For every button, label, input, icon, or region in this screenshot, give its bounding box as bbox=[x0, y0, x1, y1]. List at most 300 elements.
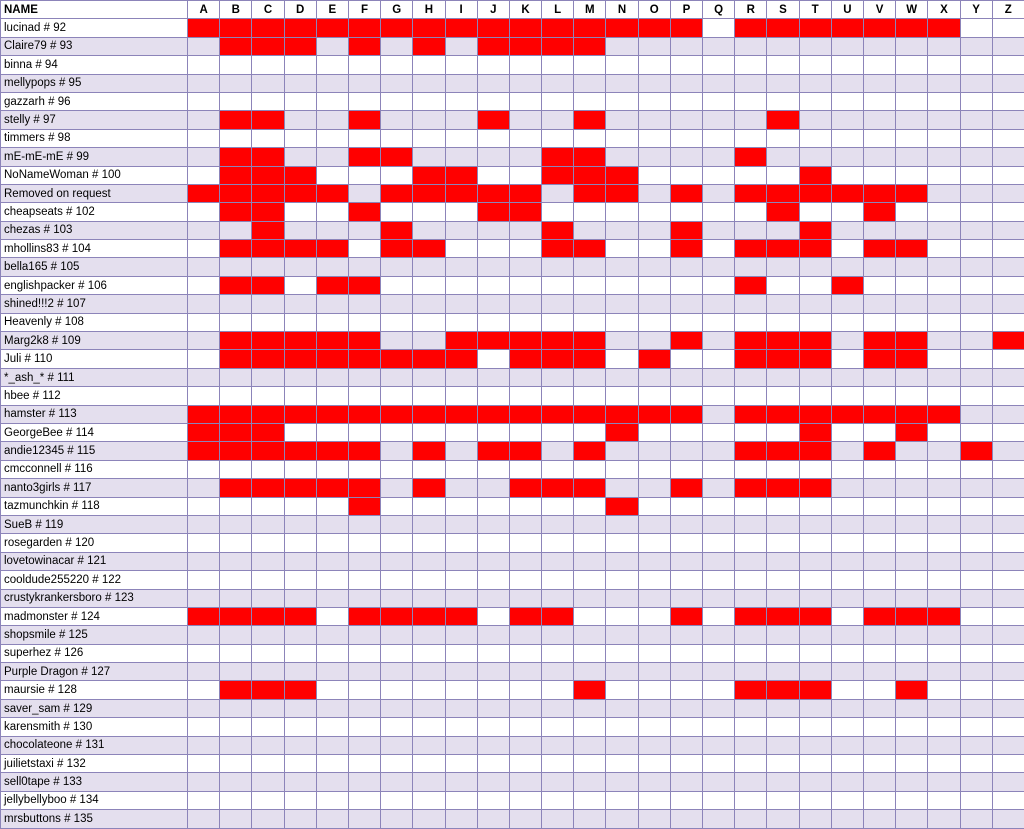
cell-j[interactable] bbox=[477, 718, 509, 736]
cell-c[interactable] bbox=[252, 221, 284, 239]
row-name-cell[interactable]: jellybellyboo # 134 bbox=[1, 791, 188, 809]
cell-e[interactable] bbox=[316, 184, 348, 202]
cell-z[interactable] bbox=[992, 74, 1024, 92]
cell-i[interactable] bbox=[445, 663, 477, 681]
cell-x[interactable] bbox=[928, 92, 960, 110]
cell-u[interactable] bbox=[831, 148, 863, 166]
cell-g[interactable] bbox=[381, 810, 413, 828]
cell-f[interactable] bbox=[348, 387, 380, 405]
cell-e[interactable] bbox=[316, 240, 348, 258]
cell-f[interactable] bbox=[348, 515, 380, 533]
cell-h[interactable] bbox=[413, 387, 445, 405]
cell-s[interactable] bbox=[767, 56, 799, 74]
cell-r[interactable] bbox=[735, 589, 767, 607]
cell-z[interactable] bbox=[992, 387, 1024, 405]
cell-z[interactable] bbox=[992, 295, 1024, 313]
cell-i[interactable] bbox=[445, 387, 477, 405]
cell-h[interactable] bbox=[413, 148, 445, 166]
cell-u[interactable] bbox=[831, 92, 863, 110]
cell-u[interactable] bbox=[831, 460, 863, 478]
cell-d[interactable] bbox=[284, 626, 316, 644]
cell-s[interactable] bbox=[767, 718, 799, 736]
cell-o[interactable] bbox=[638, 221, 670, 239]
cell-b[interactable] bbox=[220, 736, 252, 754]
cell-x[interactable] bbox=[928, 166, 960, 184]
cell-e[interactable] bbox=[316, 755, 348, 773]
cell-i[interactable] bbox=[445, 534, 477, 552]
cell-u[interactable] bbox=[831, 221, 863, 239]
cell-n[interactable] bbox=[606, 626, 638, 644]
cell-y[interactable] bbox=[960, 148, 992, 166]
cell-b[interactable] bbox=[220, 571, 252, 589]
cell-g[interactable] bbox=[381, 663, 413, 681]
cell-y[interactable] bbox=[960, 497, 992, 515]
cell-v[interactable] bbox=[863, 552, 895, 570]
cell-e[interactable] bbox=[316, 515, 348, 533]
cell-k[interactable] bbox=[509, 240, 541, 258]
cell-w[interactable] bbox=[896, 368, 928, 386]
cell-g[interactable] bbox=[381, 37, 413, 55]
cell-q[interactable] bbox=[703, 37, 735, 55]
cell-c[interactable] bbox=[252, 681, 284, 699]
cell-k[interactable] bbox=[509, 534, 541, 552]
cell-g[interactable] bbox=[381, 773, 413, 791]
cell-c[interactable] bbox=[252, 497, 284, 515]
cell-t[interactable] bbox=[799, 663, 831, 681]
cell-g[interactable] bbox=[381, 368, 413, 386]
cell-b[interactable] bbox=[220, 810, 252, 828]
cell-k[interactable] bbox=[509, 607, 541, 625]
cell-c[interactable] bbox=[252, 313, 284, 331]
cell-t[interactable] bbox=[799, 644, 831, 662]
cell-m[interactable] bbox=[574, 718, 606, 736]
cell-p[interactable] bbox=[670, 148, 702, 166]
cell-b[interactable] bbox=[220, 387, 252, 405]
cell-a[interactable] bbox=[188, 663, 220, 681]
cell-p[interactable] bbox=[670, 313, 702, 331]
cell-f[interactable] bbox=[348, 589, 380, 607]
cell-v[interactable] bbox=[863, 423, 895, 441]
column-header-d[interactable]: D bbox=[284, 1, 316, 19]
cell-h[interactable] bbox=[413, 534, 445, 552]
cell-a[interactable] bbox=[188, 755, 220, 773]
cell-a[interactable] bbox=[188, 534, 220, 552]
column-header-u[interactable]: U bbox=[831, 1, 863, 19]
row-name-cell[interactable]: superhez # 126 bbox=[1, 644, 188, 662]
cell-f[interactable] bbox=[348, 626, 380, 644]
cell-f[interactable] bbox=[348, 405, 380, 423]
cell-r[interactable] bbox=[735, 626, 767, 644]
cell-k[interactable] bbox=[509, 589, 541, 607]
cell-h[interactable] bbox=[413, 56, 445, 74]
cell-g[interactable] bbox=[381, 497, 413, 515]
cell-h[interactable] bbox=[413, 626, 445, 644]
cell-y[interactable] bbox=[960, 184, 992, 202]
cell-r[interactable] bbox=[735, 755, 767, 773]
cell-x[interactable] bbox=[928, 589, 960, 607]
cell-a[interactable] bbox=[188, 74, 220, 92]
cell-u[interactable] bbox=[831, 166, 863, 184]
cell-c[interactable] bbox=[252, 332, 284, 350]
cell-e[interactable] bbox=[316, 56, 348, 74]
cell-d[interactable] bbox=[284, 74, 316, 92]
cell-k[interactable] bbox=[509, 810, 541, 828]
cell-m[interactable] bbox=[574, 589, 606, 607]
cell-b[interactable] bbox=[220, 221, 252, 239]
cell-e[interactable] bbox=[316, 681, 348, 699]
cell-u[interactable] bbox=[831, 37, 863, 55]
cell-u[interactable] bbox=[831, 350, 863, 368]
cell-y[interactable] bbox=[960, 755, 992, 773]
cell-o[interactable] bbox=[638, 166, 670, 184]
cell-a[interactable] bbox=[188, 203, 220, 221]
cell-v[interactable] bbox=[863, 148, 895, 166]
cell-r[interactable] bbox=[735, 442, 767, 460]
cell-t[interactable] bbox=[799, 607, 831, 625]
cell-u[interactable] bbox=[831, 19, 863, 37]
cell-j[interactable] bbox=[477, 810, 509, 828]
cell-r[interactable] bbox=[735, 663, 767, 681]
cell-d[interactable] bbox=[284, 56, 316, 74]
cell-l[interactable] bbox=[542, 387, 574, 405]
cell-f[interactable] bbox=[348, 497, 380, 515]
column-header-y[interactable]: Y bbox=[960, 1, 992, 19]
cell-a[interactable] bbox=[188, 92, 220, 110]
cell-w[interactable] bbox=[896, 423, 928, 441]
cell-c[interactable] bbox=[252, 92, 284, 110]
cell-p[interactable] bbox=[670, 295, 702, 313]
cell-r[interactable] bbox=[735, 736, 767, 754]
cell-n[interactable] bbox=[606, 166, 638, 184]
cell-r[interactable] bbox=[735, 258, 767, 276]
cell-x[interactable] bbox=[928, 368, 960, 386]
cell-x[interactable] bbox=[928, 534, 960, 552]
cell-b[interactable] bbox=[220, 240, 252, 258]
cell-a[interactable] bbox=[188, 148, 220, 166]
cell-k[interactable] bbox=[509, 129, 541, 147]
cell-p[interactable] bbox=[670, 460, 702, 478]
cell-c[interactable] bbox=[252, 626, 284, 644]
cell-f[interactable] bbox=[348, 755, 380, 773]
cell-g[interactable] bbox=[381, 571, 413, 589]
cell-r[interactable] bbox=[735, 810, 767, 828]
cell-r[interactable] bbox=[735, 92, 767, 110]
cell-s[interactable] bbox=[767, 626, 799, 644]
cell-a[interactable] bbox=[188, 19, 220, 37]
cell-v[interactable] bbox=[863, 626, 895, 644]
cell-v[interactable] bbox=[863, 515, 895, 533]
cell-i[interactable] bbox=[445, 515, 477, 533]
cell-u[interactable] bbox=[831, 405, 863, 423]
cell-n[interactable] bbox=[606, 718, 638, 736]
cell-n[interactable] bbox=[606, 571, 638, 589]
cell-a[interactable] bbox=[188, 773, 220, 791]
cell-r[interactable] bbox=[735, 423, 767, 441]
cell-q[interactable] bbox=[703, 497, 735, 515]
cell-b[interactable] bbox=[220, 423, 252, 441]
cell-r[interactable] bbox=[735, 203, 767, 221]
column-header-i[interactable]: I bbox=[445, 1, 477, 19]
cell-r[interactable] bbox=[735, 479, 767, 497]
cell-x[interactable] bbox=[928, 148, 960, 166]
cell-o[interactable] bbox=[638, 442, 670, 460]
cell-b[interactable] bbox=[220, 148, 252, 166]
cell-k[interactable] bbox=[509, 755, 541, 773]
cell-f[interactable] bbox=[348, 681, 380, 699]
cell-t[interactable] bbox=[799, 74, 831, 92]
cell-h[interactable] bbox=[413, 240, 445, 258]
cell-f[interactable] bbox=[348, 479, 380, 497]
cell-n[interactable] bbox=[606, 129, 638, 147]
cell-i[interactable] bbox=[445, 571, 477, 589]
cell-b[interactable] bbox=[220, 607, 252, 625]
cell-r[interactable] bbox=[735, 607, 767, 625]
cell-f[interactable] bbox=[348, 148, 380, 166]
cell-y[interactable] bbox=[960, 313, 992, 331]
cell-f[interactable] bbox=[348, 773, 380, 791]
cell-d[interactable] bbox=[284, 166, 316, 184]
cell-p[interactable] bbox=[670, 626, 702, 644]
cell-s[interactable] bbox=[767, 184, 799, 202]
cell-c[interactable] bbox=[252, 534, 284, 552]
cell-g[interactable] bbox=[381, 387, 413, 405]
cell-r[interactable] bbox=[735, 644, 767, 662]
cell-t[interactable] bbox=[799, 699, 831, 717]
cell-a[interactable] bbox=[188, 791, 220, 809]
cell-i[interactable] bbox=[445, 295, 477, 313]
cell-b[interactable] bbox=[220, 129, 252, 147]
cell-s[interactable] bbox=[767, 295, 799, 313]
cell-z[interactable] bbox=[992, 405, 1024, 423]
cell-u[interactable] bbox=[831, 773, 863, 791]
cell-m[interactable] bbox=[574, 387, 606, 405]
cell-i[interactable] bbox=[445, 479, 477, 497]
cell-z[interactable] bbox=[992, 166, 1024, 184]
cell-y[interactable] bbox=[960, 589, 992, 607]
cell-c[interactable] bbox=[252, 74, 284, 92]
cell-q[interactable] bbox=[703, 589, 735, 607]
cell-q[interactable] bbox=[703, 423, 735, 441]
cell-j[interactable] bbox=[477, 479, 509, 497]
cell-r[interactable] bbox=[735, 166, 767, 184]
cell-u[interactable] bbox=[831, 644, 863, 662]
cell-o[interactable] bbox=[638, 773, 670, 791]
cell-y[interactable] bbox=[960, 221, 992, 239]
cell-f[interactable] bbox=[348, 442, 380, 460]
cell-n[interactable] bbox=[606, 276, 638, 294]
cell-q[interactable] bbox=[703, 663, 735, 681]
cell-a[interactable] bbox=[188, 497, 220, 515]
row-name-cell[interactable]: NoNameWoman # 100 bbox=[1, 166, 188, 184]
cell-i[interactable] bbox=[445, 773, 477, 791]
cell-u[interactable] bbox=[831, 368, 863, 386]
cell-k[interactable] bbox=[509, 718, 541, 736]
cell-k[interactable] bbox=[509, 111, 541, 129]
cell-o[interactable] bbox=[638, 240, 670, 258]
cell-g[interactable] bbox=[381, 221, 413, 239]
cell-k[interactable] bbox=[509, 37, 541, 55]
cell-y[interactable] bbox=[960, 37, 992, 55]
cell-n[interactable] bbox=[606, 589, 638, 607]
cell-f[interactable] bbox=[348, 92, 380, 110]
column-header-k[interactable]: K bbox=[509, 1, 541, 19]
cell-c[interactable] bbox=[252, 552, 284, 570]
cell-s[interactable] bbox=[767, 571, 799, 589]
cell-p[interactable] bbox=[670, 56, 702, 74]
cell-r[interactable] bbox=[735, 460, 767, 478]
cell-c[interactable] bbox=[252, 240, 284, 258]
row-name-cell[interactable]: saver_sam # 129 bbox=[1, 699, 188, 717]
cell-g[interactable] bbox=[381, 295, 413, 313]
cell-d[interactable] bbox=[284, 203, 316, 221]
cell-b[interactable] bbox=[220, 460, 252, 478]
cell-y[interactable] bbox=[960, 111, 992, 129]
cell-d[interactable] bbox=[284, 552, 316, 570]
cell-h[interactable] bbox=[413, 295, 445, 313]
cell-j[interactable] bbox=[477, 755, 509, 773]
cell-n[interactable] bbox=[606, 534, 638, 552]
cell-o[interactable] bbox=[638, 350, 670, 368]
cell-a[interactable] bbox=[188, 56, 220, 74]
cell-l[interactable] bbox=[542, 221, 574, 239]
cell-z[interactable] bbox=[992, 203, 1024, 221]
cell-v[interactable] bbox=[863, 497, 895, 515]
cell-b[interactable] bbox=[220, 626, 252, 644]
column-header-a[interactable]: A bbox=[188, 1, 220, 19]
cell-b[interactable] bbox=[220, 497, 252, 515]
cell-k[interactable] bbox=[509, 92, 541, 110]
cell-e[interactable] bbox=[316, 736, 348, 754]
cell-x[interactable] bbox=[928, 791, 960, 809]
cell-d[interactable] bbox=[284, 736, 316, 754]
cell-f[interactable] bbox=[348, 276, 380, 294]
cell-t[interactable] bbox=[799, 129, 831, 147]
cell-n[interactable] bbox=[606, 552, 638, 570]
cell-t[interactable] bbox=[799, 203, 831, 221]
cell-h[interactable] bbox=[413, 571, 445, 589]
cell-h[interactable] bbox=[413, 332, 445, 350]
cell-u[interactable] bbox=[831, 56, 863, 74]
cell-t[interactable] bbox=[799, 111, 831, 129]
cell-w[interactable] bbox=[896, 240, 928, 258]
cell-p[interactable] bbox=[670, 497, 702, 515]
cell-s[interactable] bbox=[767, 92, 799, 110]
cell-k[interactable] bbox=[509, 552, 541, 570]
cell-l[interactable] bbox=[542, 699, 574, 717]
cell-u[interactable] bbox=[831, 332, 863, 350]
cell-b[interactable] bbox=[220, 258, 252, 276]
cell-q[interactable] bbox=[703, 240, 735, 258]
cell-z[interactable] bbox=[992, 258, 1024, 276]
cell-t[interactable] bbox=[799, 368, 831, 386]
cell-n[interactable] bbox=[606, 240, 638, 258]
cell-u[interactable] bbox=[831, 571, 863, 589]
cell-h[interactable] bbox=[413, 423, 445, 441]
cell-k[interactable] bbox=[509, 479, 541, 497]
cell-j[interactable] bbox=[477, 258, 509, 276]
cell-u[interactable] bbox=[831, 534, 863, 552]
cell-l[interactable] bbox=[542, 258, 574, 276]
cell-u[interactable] bbox=[831, 74, 863, 92]
cell-f[interactable] bbox=[348, 129, 380, 147]
cell-o[interactable] bbox=[638, 405, 670, 423]
cell-d[interactable] bbox=[284, 276, 316, 294]
cell-z[interactable] bbox=[992, 810, 1024, 828]
cell-f[interactable] bbox=[348, 534, 380, 552]
cell-u[interactable] bbox=[831, 387, 863, 405]
cell-q[interactable] bbox=[703, 19, 735, 37]
cell-n[interactable] bbox=[606, 111, 638, 129]
cell-z[interactable] bbox=[992, 534, 1024, 552]
cell-n[interactable] bbox=[606, 387, 638, 405]
cell-f[interactable] bbox=[348, 19, 380, 37]
cell-s[interactable] bbox=[767, 736, 799, 754]
cell-u[interactable] bbox=[831, 276, 863, 294]
cell-x[interactable] bbox=[928, 460, 960, 478]
cell-w[interactable] bbox=[896, 681, 928, 699]
row-name-cell[interactable]: mhollins83 # 104 bbox=[1, 240, 188, 258]
cell-u[interactable] bbox=[831, 515, 863, 533]
cell-z[interactable] bbox=[992, 423, 1024, 441]
cell-k[interactable] bbox=[509, 423, 541, 441]
row-name-cell[interactable]: sell0tape # 133 bbox=[1, 773, 188, 791]
cell-b[interactable] bbox=[220, 203, 252, 221]
cell-z[interactable] bbox=[992, 460, 1024, 478]
cell-n[interactable] bbox=[606, 368, 638, 386]
cell-e[interactable] bbox=[316, 350, 348, 368]
cell-j[interactable] bbox=[477, 571, 509, 589]
cell-c[interactable] bbox=[252, 184, 284, 202]
cell-m[interactable] bbox=[574, 240, 606, 258]
cell-z[interactable] bbox=[992, 350, 1024, 368]
cell-l[interactable] bbox=[542, 129, 574, 147]
cell-a[interactable] bbox=[188, 589, 220, 607]
cell-f[interactable] bbox=[348, 663, 380, 681]
cell-h[interactable] bbox=[413, 129, 445, 147]
cell-c[interactable] bbox=[252, 276, 284, 294]
cell-y[interactable] bbox=[960, 791, 992, 809]
cell-t[interactable] bbox=[799, 515, 831, 533]
cell-s[interactable] bbox=[767, 552, 799, 570]
cell-s[interactable] bbox=[767, 515, 799, 533]
cell-i[interactable] bbox=[445, 19, 477, 37]
cell-w[interactable] bbox=[896, 515, 928, 533]
cell-h[interactable] bbox=[413, 111, 445, 129]
column-header-s[interactable]: S bbox=[767, 1, 799, 19]
cell-m[interactable] bbox=[574, 773, 606, 791]
cell-z[interactable] bbox=[992, 718, 1024, 736]
cell-o[interactable] bbox=[638, 460, 670, 478]
cell-i[interactable] bbox=[445, 203, 477, 221]
cell-k[interactable] bbox=[509, 74, 541, 92]
cell-r[interactable] bbox=[735, 129, 767, 147]
cell-q[interactable] bbox=[703, 276, 735, 294]
cell-w[interactable] bbox=[896, 607, 928, 625]
cell-a[interactable] bbox=[188, 258, 220, 276]
cell-i[interactable] bbox=[445, 129, 477, 147]
cell-m[interactable] bbox=[574, 552, 606, 570]
cell-j[interactable] bbox=[477, 56, 509, 74]
cell-l[interactable] bbox=[542, 405, 574, 423]
cell-w[interactable] bbox=[896, 810, 928, 828]
cell-j[interactable] bbox=[477, 166, 509, 184]
row-name-cell[interactable]: GeorgeBee # 114 bbox=[1, 423, 188, 441]
cell-k[interactable] bbox=[509, 791, 541, 809]
cell-s[interactable] bbox=[767, 74, 799, 92]
cell-j[interactable] bbox=[477, 773, 509, 791]
cell-p[interactable] bbox=[670, 221, 702, 239]
cell-d[interactable] bbox=[284, 332, 316, 350]
